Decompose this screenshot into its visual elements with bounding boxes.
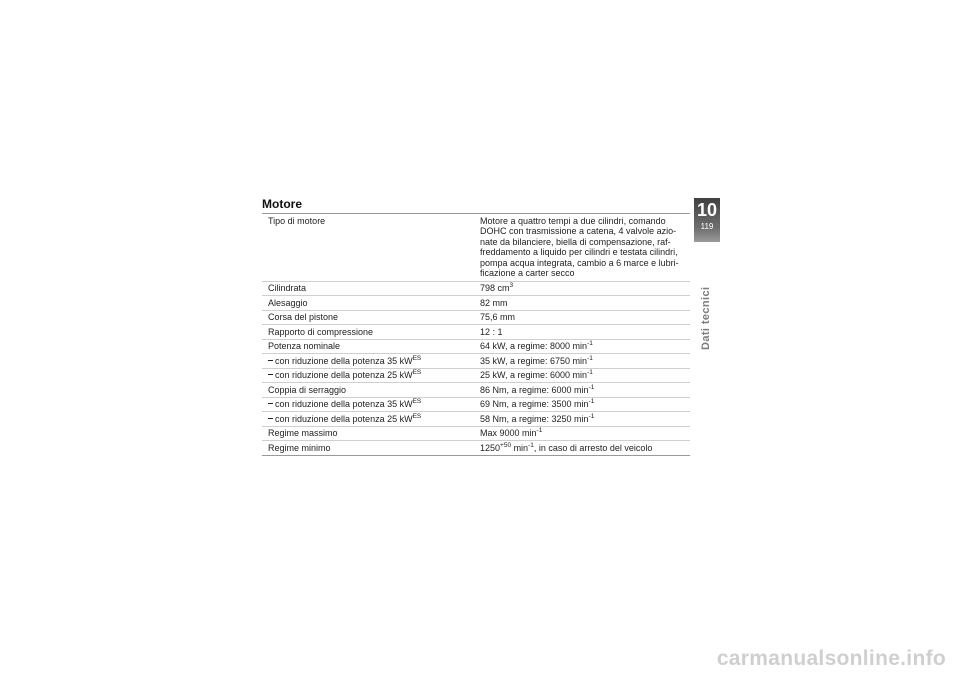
chapter-label: Dati tecnici [700, 286, 712, 350]
table-row [262, 310, 690, 325]
table-row [262, 214, 690, 281]
row-label: Tipo di motore [268, 215, 326, 226]
row-value: 64 kW, a regime: 8000 $\min^{-1}$ [480, 340, 593, 351]
row-label: Rapporto di compressione [268, 326, 374, 337]
row-value: 25 kW, a regime: 6000 $\min^{-1}$ [480, 369, 593, 380]
chapter-number: 10 [696, 200, 718, 220]
table-row [262, 411, 690, 426]
table-row [262, 382, 690, 397]
row-value: 58 Nm, a regime: 3250 $\min^{-1}$ [480, 412, 595, 424]
row-label: con riduzione della potenza 35 $kW^{ES}$ [262, 354, 472, 368]
row-label: Alesaggio [268, 297, 308, 308]
dash-icon [268, 374, 273, 375]
dash-icon [268, 403, 273, 404]
row-label: con riduzione della potenza 35 $kW^{ES}$ [262, 398, 472, 412]
table-row [262, 353, 690, 368]
dash-icon [268, 418, 273, 419]
row-value: 798 $cm^3$ [480, 282, 514, 293]
section-title: Motore [262, 197, 302, 211]
row-label: con riduzione della potenza 25 $kW^{ES}$ [262, 369, 472, 383]
row-value: 12 : 1 [480, 326, 503, 337]
chapter-tab [694, 198, 720, 242]
row-label: Cilindrata [268, 283, 307, 293]
watermark: carmanualsonline.info [716, 647, 946, 670]
row-label: con riduzione della potenza 25 $kW^{ES}$ [262, 412, 472, 426]
table-row [262, 368, 690, 383]
row-value: 82 mm [480, 297, 508, 308]
table-row [262, 440, 690, 455]
row-label: Potenza nominale [268, 341, 341, 351]
row-label: Coppia di serraggio [268, 384, 347, 395]
table-row [262, 397, 690, 412]
spec-table [262, 213, 690, 456]
table-row [262, 339, 690, 354]
table-row [262, 426, 690, 441]
row-value: 75,6 mm [480, 312, 516, 322]
page-number: 119 [700, 222, 714, 231]
table-row [262, 281, 690, 296]
dash-icon [268, 360, 273, 361]
row-label: Corsa del pistone [268, 312, 339, 322]
row-value: 86 Nm, a regime: 6000 $\min^{-1}$ [480, 383, 595, 395]
row-value: Motore a quattro tempi a due cilindri, comando DOHC con trasmissione a catena, 4 valvole azio-nate da bilanciere, biella di compensazione, raf-freddamento a liquido per cilindri e testata cilindri, pompa acqua integrata, cambio a 6 marce e lubri-ficazione a carter secco [480, 215, 679, 278]
table-row [262, 324, 690, 339]
row-value: Max 9000 $\min^{-1}$ [480, 427, 543, 438]
row-label: Regime minimo [268, 442, 331, 453]
row-label: Regime massimo [268, 428, 338, 438]
row-value: $1250^{+50}$ $\min^{-1}$, in caso di arresto del veicolo [480, 441, 653, 453]
table-row [262, 295, 690, 310]
row-value: 69 Nm, a regime: 3500 $\min^{-1}$ [480, 398, 595, 409]
row-value: 35 kW, a regime: 6750 $\min^{-1}$ [480, 354, 593, 366]
